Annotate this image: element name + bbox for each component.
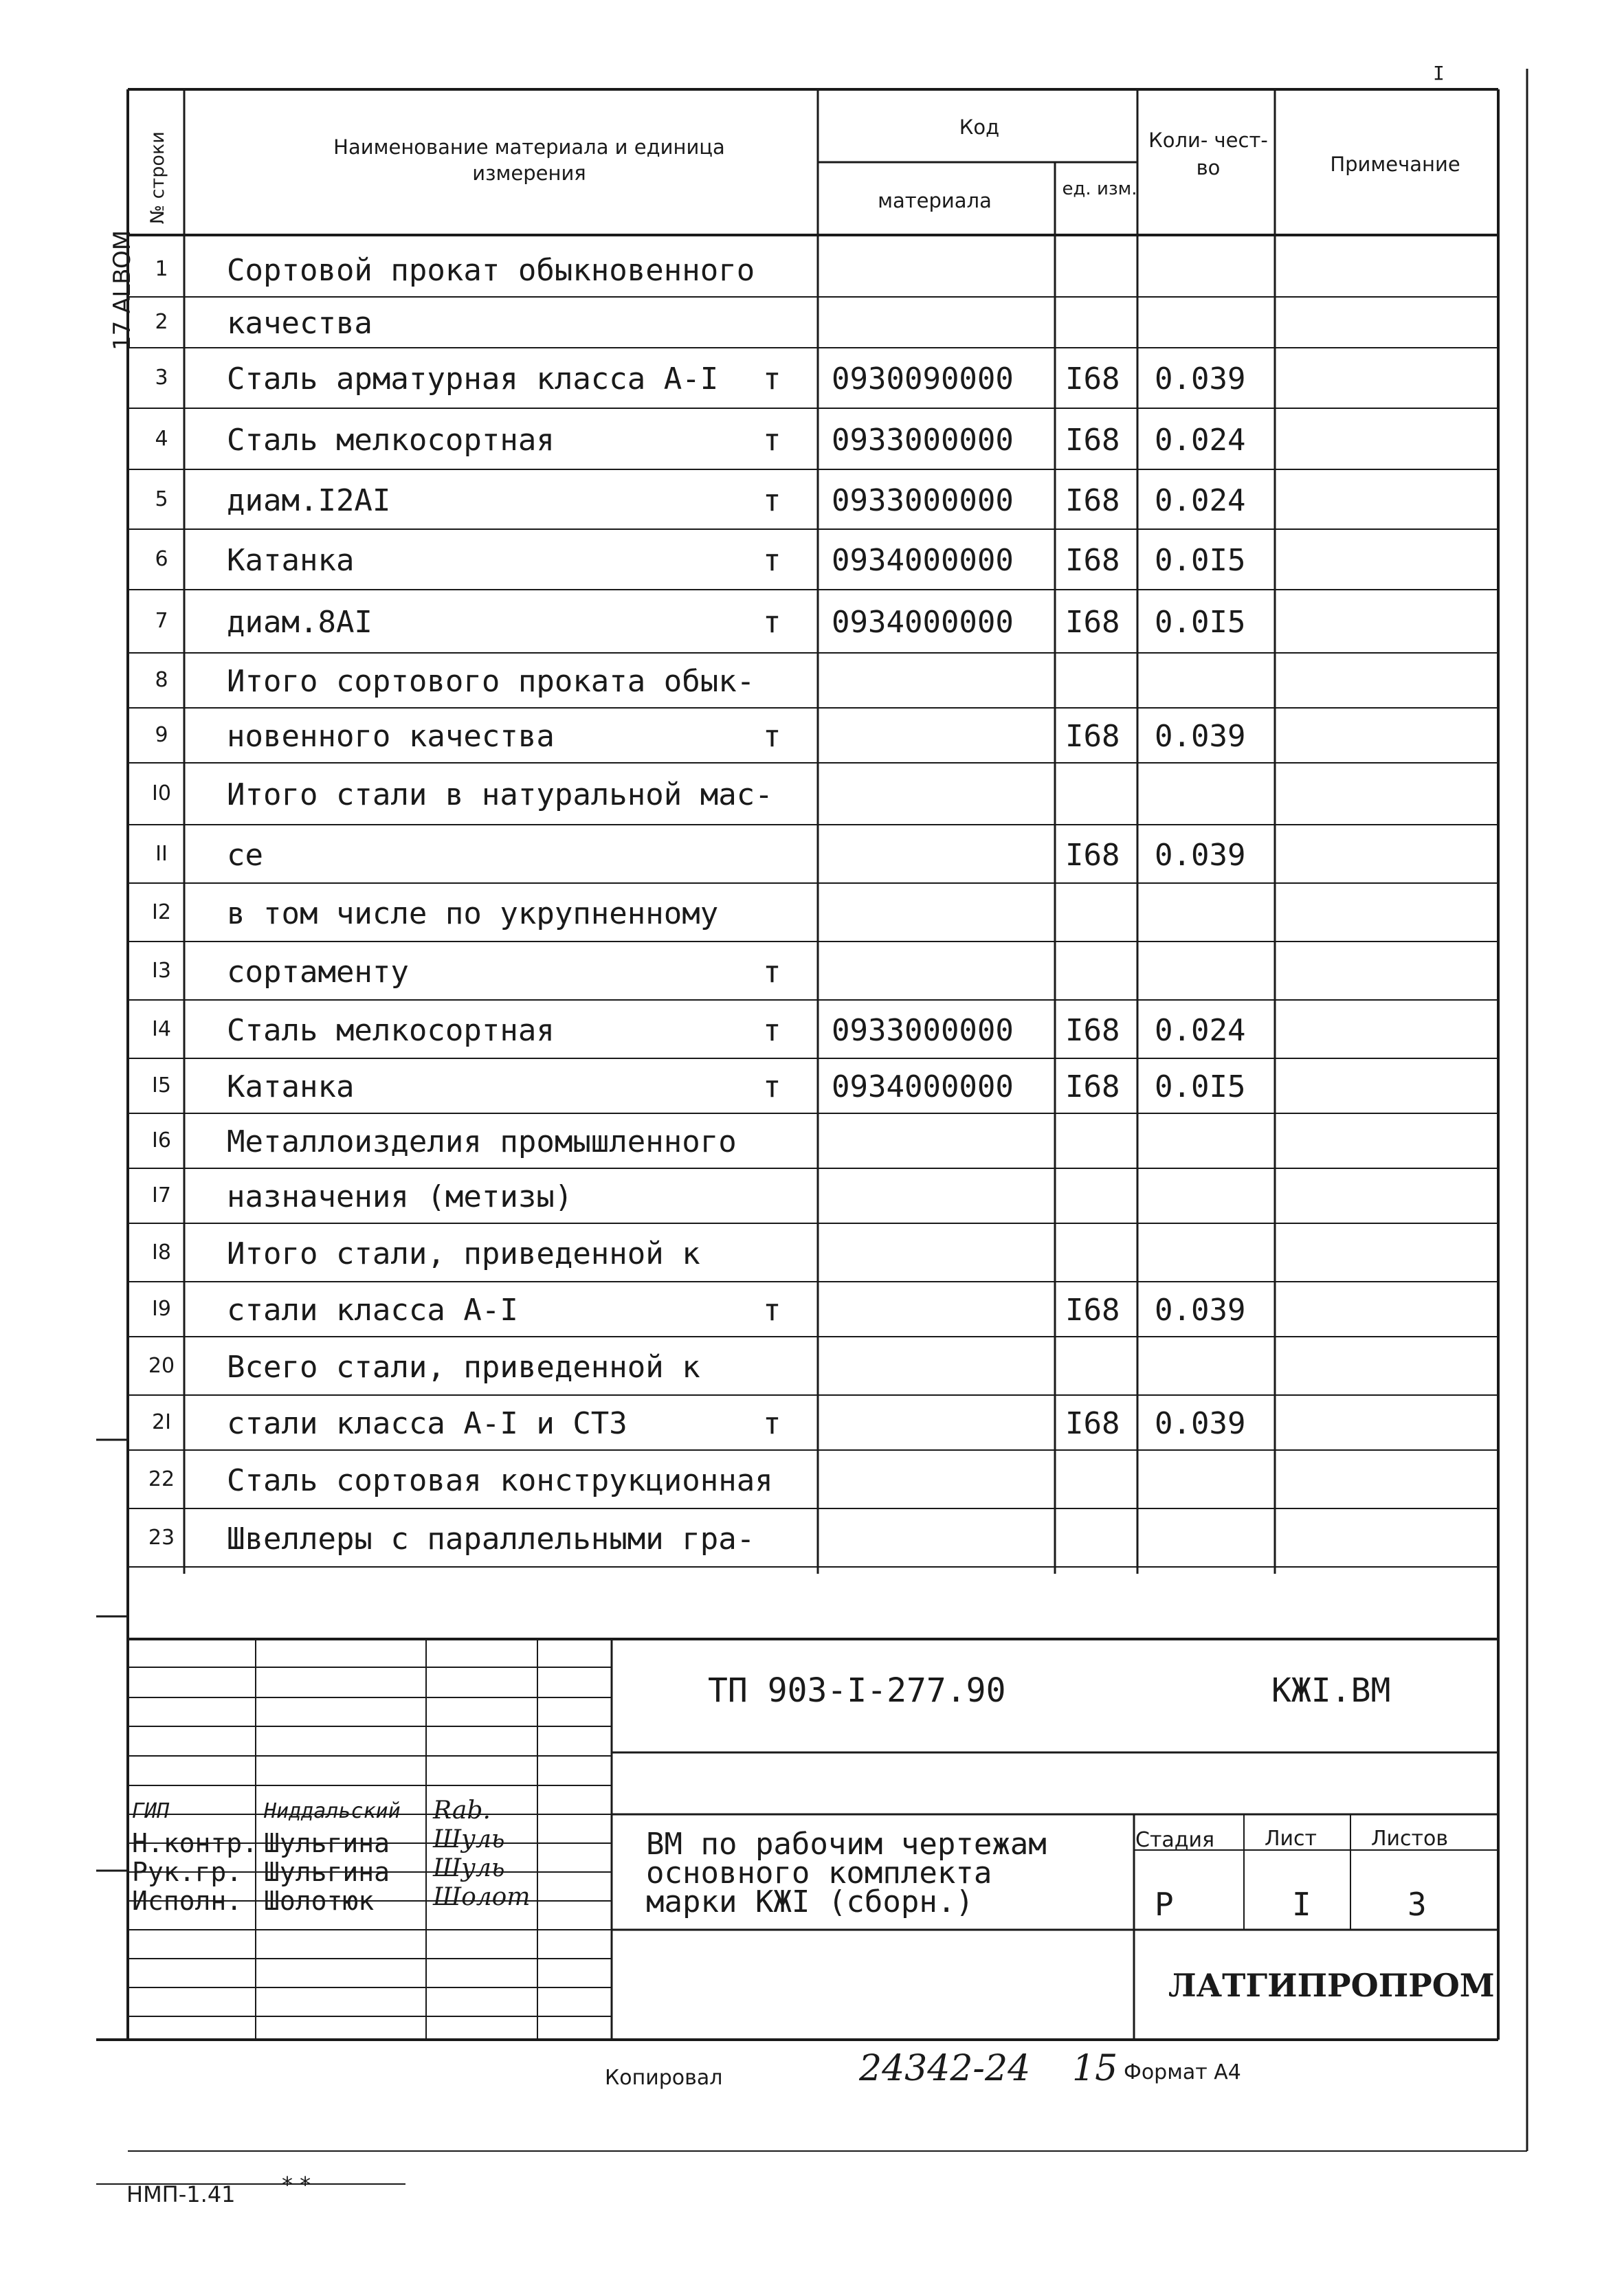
- row-number: 3: [155, 366, 168, 390]
- signer-name: Ниддальский: [264, 1799, 401, 1823]
- row-unit-mark: т: [763, 361, 781, 397]
- header-code: Код: [959, 115, 1000, 139]
- row-material-name: Сталь мелкосортная: [227, 423, 555, 458]
- row-unit-code: I68: [1065, 543, 1120, 578]
- row-unit-code: I68: [1065, 483, 1120, 518]
- row-material-name: Итого стали в натуральной мас-: [227, 777, 773, 812]
- row-material-name: новенного качества: [227, 719, 555, 754]
- row-number: I8: [152, 1240, 171, 1265]
- row-number: 2: [155, 310, 168, 334]
- row-material-name: Сортовой прокат обыкновенного: [227, 253, 755, 288]
- row-unit-code: I68: [1065, 423, 1120, 458]
- row-material-name: в том числе по укрупненному: [227, 896, 719, 931]
- side-album-label: 17 ALBOM: [109, 230, 136, 350]
- row-number: 23: [148, 1526, 175, 1550]
- header-row-no: № строки: [147, 131, 168, 224]
- sheet-value: I: [1292, 1886, 1311, 1923]
- row-material-name: диам.I2AI: [227, 483, 391, 518]
- signer-name: Шолотюк: [264, 1886, 375, 1916]
- header-unit: ед. изм.: [1062, 179, 1137, 199]
- row-quantity: 0.039: [1155, 719, 1246, 754]
- row-quantity: 0.024: [1155, 1013, 1246, 1048]
- signature: Шуль: [433, 1825, 505, 1853]
- row-quantity: 0.0I5: [1155, 543, 1246, 578]
- stage-label: Стадия: [1135, 1828, 1215, 1852]
- row-unit-code: I68: [1065, 605, 1120, 640]
- row-material-name: Металлоизделия промышленного: [227, 1124, 737, 1159]
- row-material-name: Итого стали, приведенной к: [227, 1236, 700, 1271]
- row-number: I4: [152, 1017, 171, 1041]
- row-quantity: 0.039: [1155, 1293, 1246, 1328]
- row-material-code: 0934000000: [832, 1069, 1014, 1104]
- row-quantity: 0.0I5: [1155, 1069, 1246, 1104]
- row-material-name: сортаменту: [227, 955, 409, 990]
- row-material-name: Всего стали, приведенной к: [227, 1350, 700, 1385]
- row-quantity: 0.039: [1155, 838, 1246, 873]
- row-unit-mark: т: [763, 955, 781, 990]
- row-number: 1: [155, 257, 168, 281]
- row-unit-mark: т: [763, 483, 781, 518]
- sheet-label: Лист: [1265, 1827, 1317, 1851]
- row-number: 20: [148, 1354, 175, 1378]
- row-number: 22: [148, 1467, 175, 1491]
- row-number: I9: [152, 1297, 171, 1321]
- row-quantity: 0.024: [1155, 483, 1246, 518]
- row-material-name: Сталь сортовая конструкционная: [227, 1463, 773, 1498]
- doc-title-1: ВМ по рабочим чертежам: [646, 1827, 1047, 1862]
- row-material-name: Сталь мелкосортная: [227, 1013, 555, 1048]
- row-number: 6: [155, 547, 168, 571]
- signature: Шуль: [433, 1854, 505, 1882]
- row-unit-code: I68: [1065, 361, 1120, 397]
- row-quantity: 0.0I5: [1155, 605, 1246, 640]
- signer-role: ГИП: [132, 1799, 170, 1823]
- page-corner-mark: I: [1433, 62, 1445, 85]
- row-unit-mark: т: [763, 719, 781, 754]
- signature: Шолот: [433, 1883, 531, 1911]
- stage-value: Р: [1155, 1886, 1174, 1923]
- copy-page: 15: [1072, 2048, 1118, 2089]
- header-note: Примечание: [1330, 153, 1460, 176]
- row-unit-code: I68: [1065, 1406, 1120, 1441]
- row-number: I2: [152, 900, 171, 924]
- copy-number: 24342-24: [859, 2048, 1031, 2089]
- doc-title-2: основного комплекта: [646, 1856, 992, 1891]
- row-number: I7: [152, 1183, 171, 1207]
- row-unit-mark: т: [763, 543, 781, 578]
- row-unit-mark: т: [763, 1293, 781, 1328]
- row-material-name: Катанка: [227, 543, 355, 578]
- format-label: Формат А4: [1124, 2060, 1241, 2084]
- row-material-name: Итого сортового проката обык-: [227, 664, 755, 699]
- row-material-name: назначения (метизы): [227, 1179, 573, 1214]
- row-material-name: стали класса А-I: [227, 1293, 518, 1328]
- row-number: 9: [155, 723, 168, 747]
- row-material-name: Сталь арматурная класса А-I: [227, 361, 719, 397]
- row-material-code: 0934000000: [832, 605, 1014, 640]
- row-unit-code: I68: [1065, 1293, 1120, 1328]
- row-unit-mark: т: [763, 605, 781, 640]
- signer-role: Н.контр.: [132, 1828, 258, 1858]
- sheets-value: 3: [1408, 1886, 1427, 1923]
- row-material-name: Швеллеры с параллельными гра-: [227, 1522, 755, 1557]
- row-material-name: стали класса А-I и СТ3: [227, 1406, 627, 1441]
- header-material: материала: [878, 189, 992, 212]
- organization-name: ЛАТГИПРОПРОМ: [1168, 1967, 1495, 2004]
- signer-name: Шульгина: [264, 1857, 390, 1887]
- signer-role: Рук.гр.: [132, 1857, 243, 1887]
- row-number: I5: [152, 1073, 171, 1098]
- row-quantity: 0.039: [1155, 1406, 1246, 1441]
- doc-code: ТП 903-I-277.90: [708, 1671, 1006, 1710]
- row-number: 5: [155, 487, 168, 511]
- form-code: НМП-1.41: [126, 2181, 236, 2207]
- row-unit-code: I68: [1065, 719, 1120, 754]
- copied-label: Копировал: [605, 2066, 723, 2090]
- row-material-code: 0933000000: [832, 1013, 1014, 1048]
- sheets-label: Листов: [1371, 1827, 1449, 1851]
- signer-role: Исполн.: [132, 1886, 243, 1916]
- row-unit-code: I68: [1065, 1013, 1120, 1048]
- row-material-code: 0930090000: [832, 361, 1014, 397]
- row-material-name: се: [227, 838, 263, 873]
- row-number: I6: [152, 1128, 171, 1152]
- row-material-code: 0933000000: [832, 483, 1014, 518]
- row-unit-code: I68: [1065, 838, 1120, 873]
- signature: Rab.: [433, 1796, 491, 1825]
- row-unit-mark: т: [763, 1406, 781, 1441]
- header-name: Наименование материала и единица измерения: [333, 135, 725, 185]
- doc-title-3: марки КЖI (сборн.): [646, 1884, 974, 1919]
- row-unit-mark: т: [763, 1013, 781, 1048]
- row-number: 4: [155, 427, 168, 451]
- row-unit-mark: т: [763, 1069, 781, 1104]
- row-unit-mark: т: [763, 423, 781, 458]
- row-material-code: 0933000000: [832, 423, 1014, 458]
- row-number: I0: [152, 781, 171, 805]
- row-material-name: Катанка: [227, 1069, 355, 1104]
- row-number: 8: [155, 668, 168, 692]
- row-number: II: [155, 842, 168, 866]
- doc-mark: КЖI.ВМ: [1271, 1671, 1391, 1710]
- row-quantity: 0.039: [1155, 361, 1246, 397]
- form-stars: * *: [282, 2172, 311, 2198]
- row-number: I3: [152, 959, 171, 983]
- row-material-name: качества: [227, 306, 372, 341]
- row-unit-code: I68: [1065, 1069, 1120, 1104]
- row-quantity: 0.024: [1155, 423, 1246, 458]
- signer-name: Шульгина: [264, 1828, 390, 1858]
- row-number: 2I: [152, 1410, 171, 1434]
- row-material-name: диам.8AI: [227, 605, 372, 640]
- header-qty: Коли- чест- во: [1148, 129, 1268, 179]
- row-material-code: 0934000000: [832, 543, 1014, 578]
- row-number: 7: [155, 609, 168, 633]
